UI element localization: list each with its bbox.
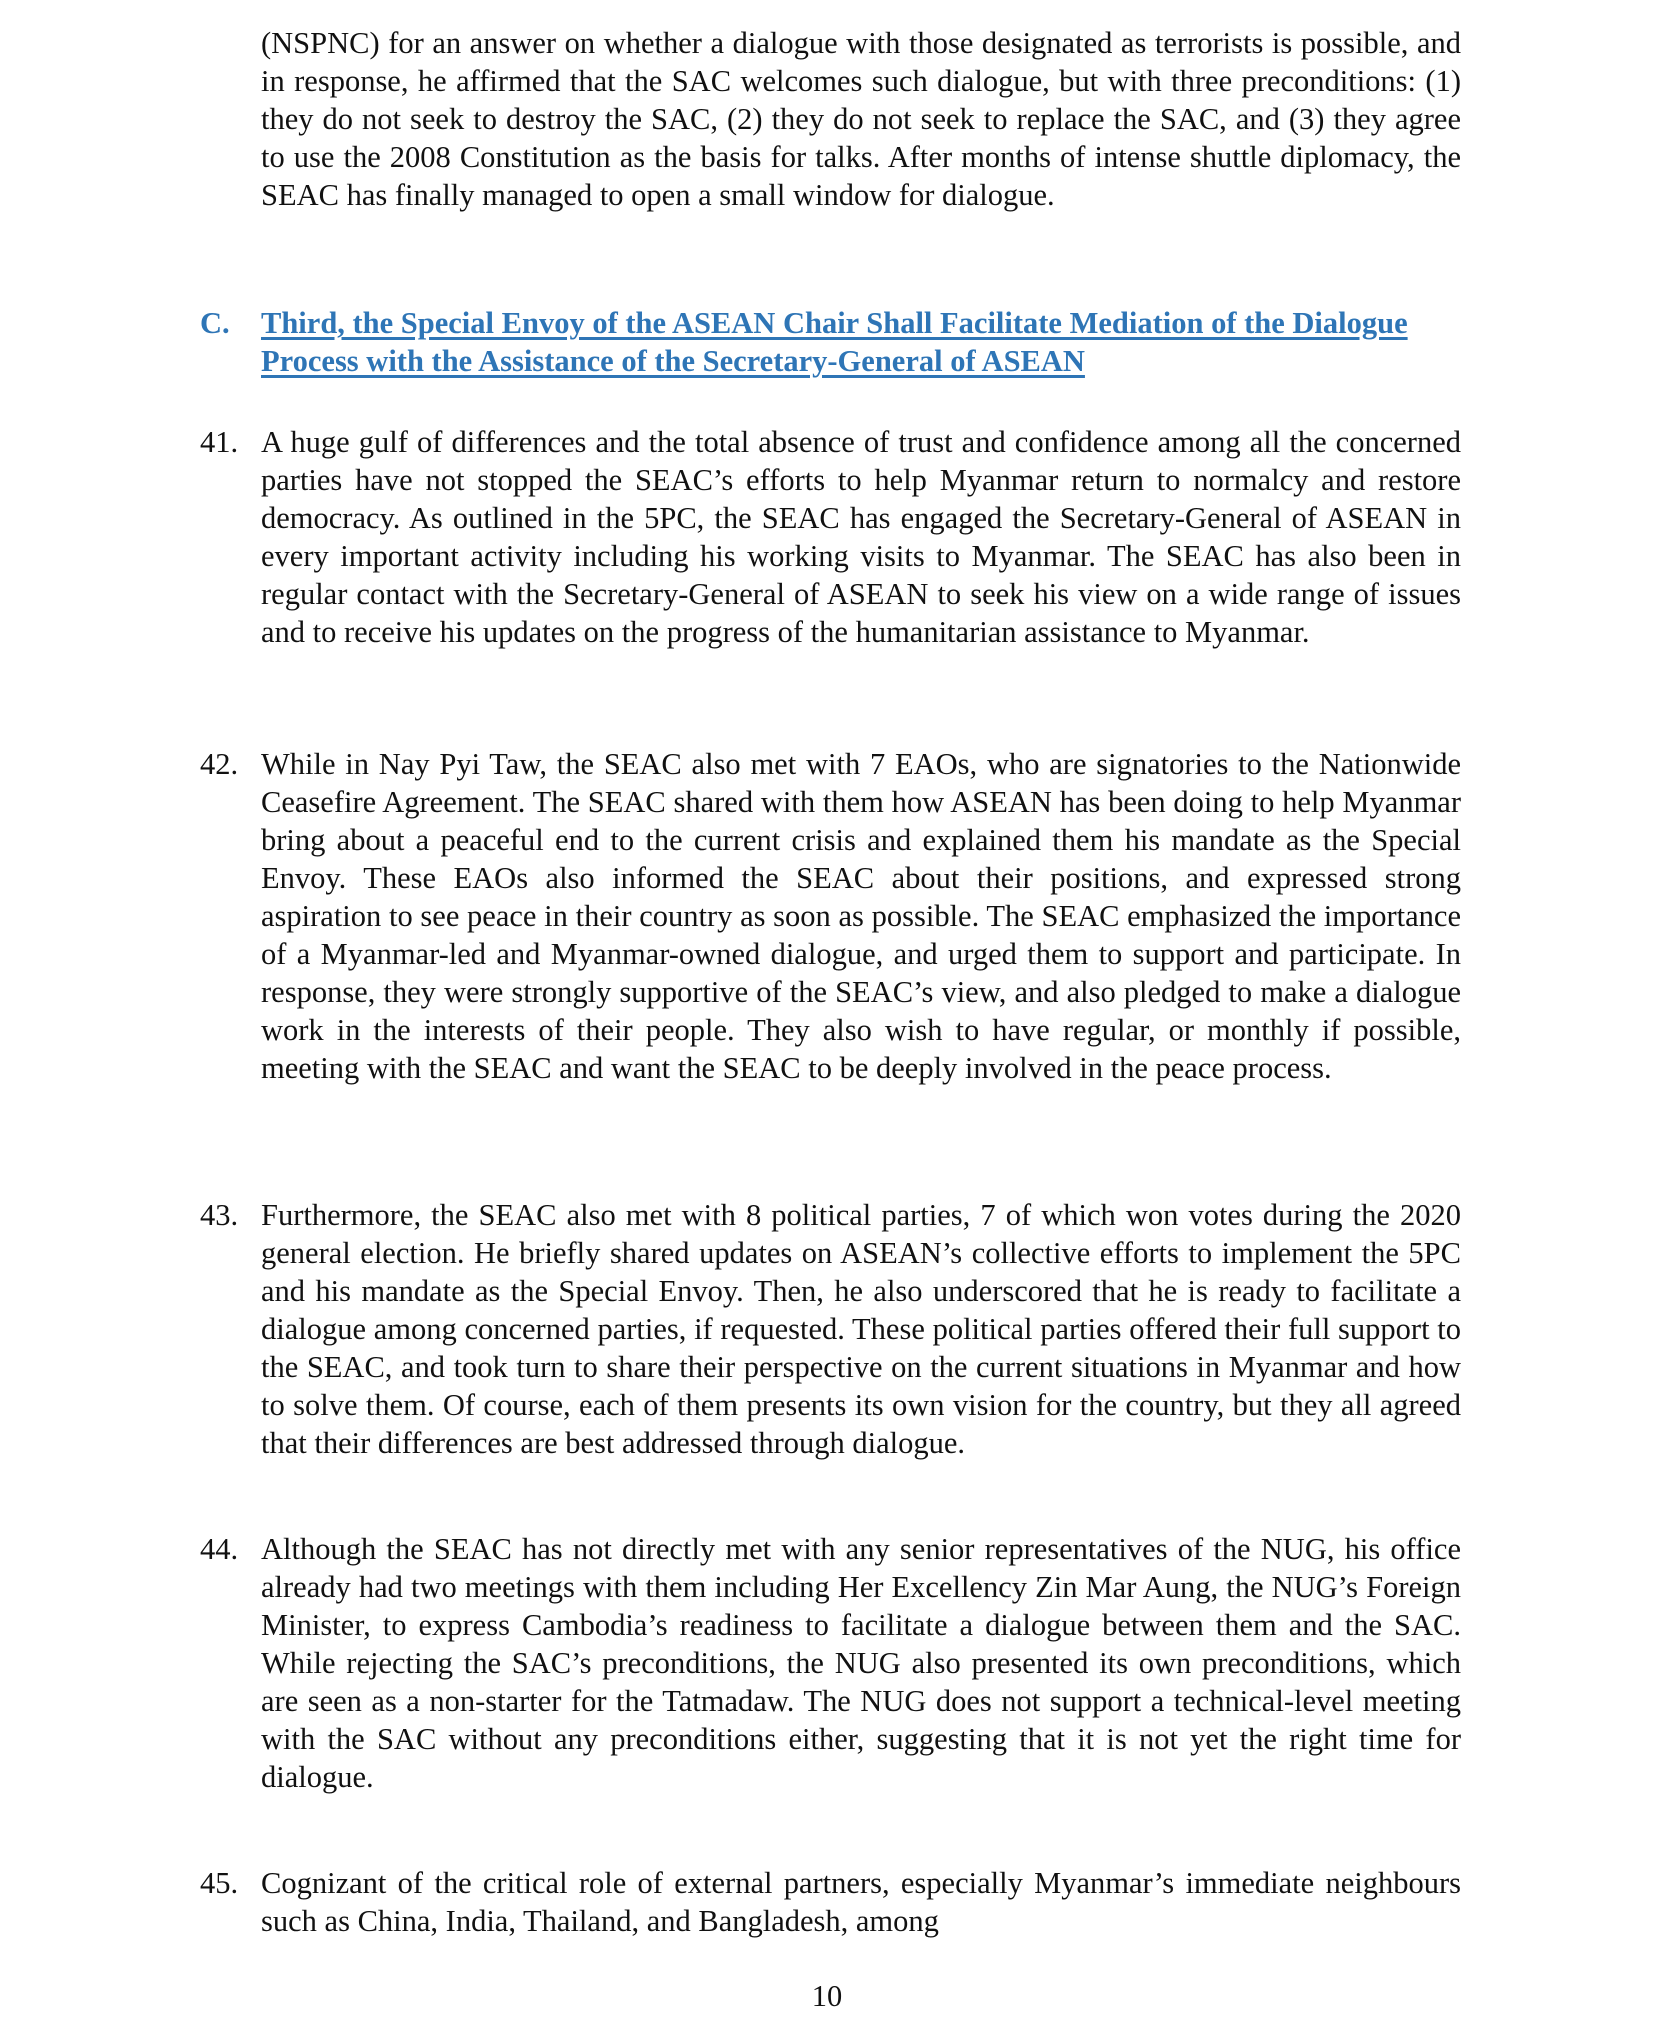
paragraph-number: 43.	[200, 1198, 239, 1232]
paragraph-text: While in Nay Pyi Taw, the SEAC also met with 7 EAOs, who are signatories to the Nationwide Ceasefire Agreement. The SEAC shared with them how ASEAN has been doing to help Myanmar bring about a peaceful end to the current crisis and explained them his mandate as the Special Envoy. These EAOs also informed the SEAC about their positions, and expressed strong aspiration to see peace in their country as soon as possible. The SEAC emphasized the importance of a Myanmar-led and Myanmar-owned dialogue, and urged them to support and participate. In response, they were strongly supportive of the SEAC’s view, and also pledged to make a dialogue work in the interests of their people. They also wish to have regular, or monthly if possible, meeting with the SEAC and want the SEAC to be deeply involved in the peace process.	[261, 747, 1461, 1085]
paragraph-text: Although the SEAC has not directly met with any senior representatives of the NUG, his office already had two meetings with them including Her Excellency Zin Mar Aung, the NUG’s Foreign Minister, to express Cambodia’s readiness to facilitate a dialogue between them and the SAC. While rejecting the SAC’s preconditions, the NUG also presented its own preconditions, which are seen as a non-starter for the Tatmadaw. The NUG does not support a technical-level meeting with the SAC without any preconditions either, suggesting that it is not yet the right time for dialogue.	[261, 1532, 1461, 1794]
numbered-paragraph-41	[200, 423, 1461, 651]
numbered-paragraph-42	[200, 745, 1461, 1087]
paragraph-number: 41.	[200, 425, 239, 459]
section-heading-title: Third, the Special Envoy of the ASEAN Chair Shall Facilitate Mediation of the Dialogue Process with the Assistance of the Secretary-General of ASEAN	[261, 306, 1408, 378]
numbered-paragraph-43	[200, 1196, 1461, 1462]
paragraph-number: 44.	[200, 1532, 239, 1566]
paragraph-number: 45.	[200, 1866, 239, 1900]
paragraph-text: Cognizant of the critical role of external partners, especially Myanmar’s immediate neighbours such as China, India, Thailand, and Bangladesh, among	[261, 1866, 1461, 1938]
page-number: 10	[811, 1979, 843, 2013]
intro-paragraph: (NSPNC) for an answer on whether a dialogue with those designated as terrorists is possible, and in response, he affirmed that the SAC welcomes such dialogue, but with three preconditions: (1) they do not seek to destroy the SAC, (2) they do not seek to replace the SAC, and (3) they agree to use the 2008 Constitution as the basis for talks. After months of intense shuttle diplomacy, the SEAC has finally managed to open a small window for dialogue.	[261, 26, 1461, 212]
numbered-paragraph-44	[200, 1530, 1461, 1796]
paragraph-text: Furthermore, the SEAC also met with 8 political parties, 7 of which won votes during the 2020 general election. He briefly shared updates on ASEAN’s collective efforts to implement the 5PC and his mandate as the Special Envoy. Then, he also underscored that he is ready to facilitate a dialogue among concerned parties, if requested. These political parties offered their full support to the SEAC, and took turn to share their perspective on the current situations in Myanmar and how to solve them. Of course, each of them presents its own vision for the country, but they all agreed that their differences are best addressed through dialogue.	[261, 1198, 1461, 1460]
paragraph-number: 42.	[200, 747, 239, 781]
numbered-paragraph-45	[200, 1864, 1461, 1940]
paragraph-text: A huge gulf of differences and the total absence of trust and confidence among all the concerned parties have not stopped the SEAC’s efforts to help Myanmar return to normalcy and restore democracy. As outlined in the 5PC, the SEAC has engaged the Secretary-General of ASEAN in every important activity including his working visits to Myanmar. The SEAC has also been in regular contact with the Secretary-General of ASEAN to seek his view on a wide range of issues and to receive his updates on the progress of the humanitarian assistance to Myanmar.	[261, 425, 1461, 649]
section-marker: C.	[200, 306, 230, 340]
section-heading	[200, 304, 1470, 380]
